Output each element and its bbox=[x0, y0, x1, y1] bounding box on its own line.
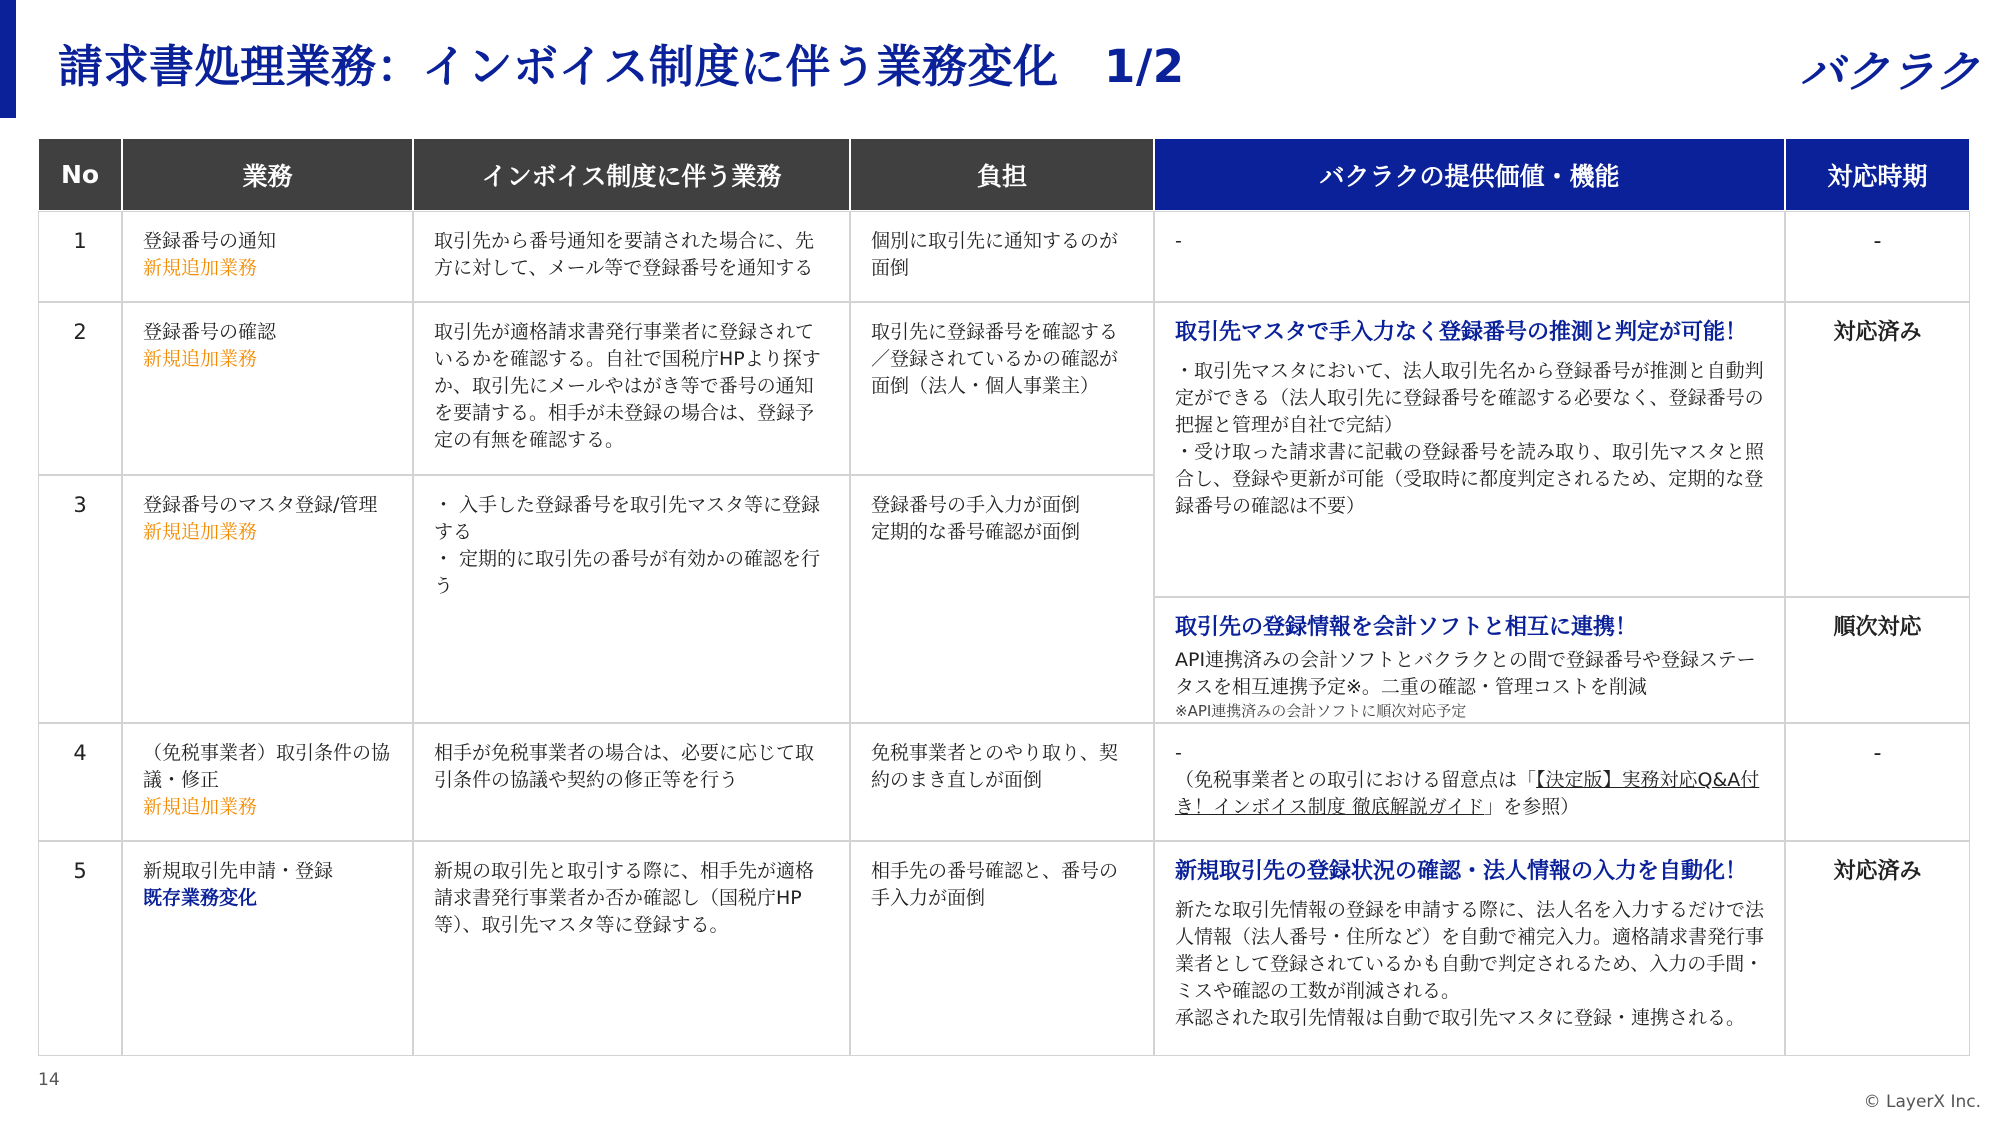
row3-invoice-line-1: ・ 入手した登録番号を取引先マスタ等に登録する bbox=[434, 494, 821, 543]
row1-tag: 新規追加業務 bbox=[143, 257, 258, 279]
row5-value-line-1: 新たな取引先情報の登録を申請する際に、法人名を入力するだけで法人情報（法人番号・住所など）を自動で補完入力。適格請求書発行事業者として登録されているかも自動で判定されるため、入力の手間・ミスや確認の工数が削減される。 bbox=[1175, 899, 1765, 1002]
value-accounting-sync bbox=[1154, 597, 1785, 723]
row3-burden bbox=[850, 475, 1154, 723]
header-no: No bbox=[38, 138, 122, 211]
row5-value-headline: 新規取引先の登録状況の確認・法人情報の入力を自動化！ bbox=[1175, 859, 1748, 884]
row5-burden: 相手先の番号確認と、番号の手入力が面倒 bbox=[850, 841, 1154, 1056]
timing-master-inference: 対応済み bbox=[1785, 302, 1970, 597]
row4-timing: - bbox=[1785, 723, 1970, 841]
title-accent-bar bbox=[0, 0, 16, 118]
row4-task bbox=[122, 723, 413, 841]
header-timing: 対応時期 bbox=[1785, 138, 1970, 211]
row3-invoice-line-2: ・ 定期的に取引先の番号が有効かの確認を行う bbox=[434, 548, 821, 597]
header-burden: 負担 bbox=[850, 138, 1154, 211]
row3-invoice-task bbox=[413, 475, 850, 723]
row2-tag: 新規追加業務 bbox=[143, 348, 258, 370]
value-master-headline: 取引先マスタで手入力なく登録番号の推測と判定が可能！ bbox=[1175, 320, 1748, 345]
row3-no: 3 bbox=[38, 475, 122, 723]
row5-value-line-2: 承認された取引先情報は自動で取引先マスタに登録・連携される。 bbox=[1175, 1007, 1746, 1029]
row4-tag: 新規追加業務 bbox=[143, 796, 258, 818]
bakuraku-logo: バクラク bbox=[1800, 47, 1980, 98]
value-sync-headline: 取引先の登録情報を会計ソフトと相互に連携！ bbox=[1175, 615, 1638, 640]
row5-invoice-task: 新規の取引先と取引する際に、相手先が適格請求書発行事業者か否か確認し（国税庁HP等）、取引先マスタ等に登録する。 bbox=[413, 841, 850, 1056]
copyright: © LayerX Inc. bbox=[1863, 1092, 1981, 1112]
row4-value bbox=[1154, 723, 1785, 841]
row4-value-prefix: （免税事業者との取引における留意点は「 bbox=[1175, 769, 1537, 791]
row5-task-name: 新規取引先申請・登録 bbox=[143, 860, 334, 882]
header-value: バクラクの提供価値・機能 bbox=[1154, 138, 1785, 211]
row5-tag: 既存業務変化 bbox=[143, 887, 258, 909]
row3-burden-line-1: 登録番号の手入力が面倒 bbox=[871, 494, 1081, 516]
row1-task bbox=[122, 211, 413, 302]
header-invoice-task: インボイス制度に伴う業務 bbox=[413, 138, 850, 211]
row2-task-name: 登録番号の確認 bbox=[143, 321, 277, 343]
header-task: 業務 bbox=[122, 138, 413, 211]
value-master-inference bbox=[1154, 302, 1785, 597]
invoice-task-table bbox=[38, 138, 1978, 1056]
row2-invoice-task: 取引先が適格請求書発行事業者に登録されているかを確認する。自社で国税庁HPより探すか、取引先にメールやはがき等で番号の通知を要請する。相手が未登録の場合は、登録予定の有無を確認する。 bbox=[413, 302, 850, 475]
row3-task-name: 登録番号のマスタ登録/管理 bbox=[143, 494, 378, 516]
row1-task-name: 登録番号の通知 bbox=[143, 230, 277, 252]
row1-no: 1 bbox=[38, 211, 122, 302]
row2-burden: 取引先に登録番号を確認する／登録されているかの確認が面倒（法人・個人事業主） bbox=[850, 302, 1154, 475]
value-sync-note: ※API連携済みの会計ソフトに順次対応予定 bbox=[1175, 702, 1467, 720]
row2-task bbox=[122, 302, 413, 475]
row3-burden-line-2: 定期的な番号確認が面倒 bbox=[871, 521, 1081, 543]
row5-no: 5 bbox=[38, 841, 122, 1056]
value-master-line-2: ・受け取った請求書に記載の登録番号を読み取り、取引先マスタと照合し、登録や更新が可能（受取時に都度判定されるため、定期的な登録番号の確認は不要） bbox=[1175, 441, 1765, 517]
row3-task bbox=[122, 475, 413, 723]
row3-tag: 新規追加業務 bbox=[143, 521, 258, 543]
page-number: 14 bbox=[38, 1070, 60, 1090]
row4-value-suffix: 」を参照） bbox=[1484, 796, 1580, 818]
row4-burden: 免税事業者とのやり取り、契約のまき直しが面倒 bbox=[850, 723, 1154, 841]
row1-value: - bbox=[1154, 211, 1785, 302]
row5-task bbox=[122, 841, 413, 1056]
row5-value bbox=[1154, 841, 1785, 1056]
value-master-line-1: ・取引先マスタにおいて、法人取引先名から登録番号が推測と自動判定ができる（法人取引先に登録番号を確認する必要なく、登録番号の把握と管理が自社で完結） bbox=[1175, 360, 1764, 436]
row5-timing: 対応済み bbox=[1785, 841, 1970, 1056]
page-title: 請求書処理業務：インボイス制度に伴う業務変化 1/2 bbox=[58, 40, 1185, 93]
row4-no: 4 bbox=[38, 723, 122, 841]
row4-task-name: （免税事業者）取引条件の協議・修正 bbox=[143, 742, 391, 791]
row1-invoice-task: 取引先から番号通知を要請された場合に、先方に対して、メール等で登録番号を通知する bbox=[413, 211, 850, 302]
guide-link[interactable]: 【決定版】実務対応Q&A付き！インボイス制度 徹底解説ガイド bbox=[1175, 769, 1760, 818]
value-sync-body: API連携済みの会計ソフトとバクラクとの間で登録番号や登録ステータスを相互連携予定※。二重の確認・管理コストを削減 bbox=[1175, 649, 1756, 698]
row4-value-dash: - bbox=[1175, 742, 1182, 764]
row2-no: 2 bbox=[38, 302, 122, 475]
row1-burden: 個別に取引先に通知するのが面倒 bbox=[850, 211, 1154, 302]
timing-accounting-sync: 順次対応 bbox=[1785, 597, 1970, 723]
row4-invoice-task: 相手が免税事業者の場合は、必要に応じて取引条件の協議や契約の修正等を行う bbox=[413, 723, 850, 841]
row1-timing: - bbox=[1785, 211, 1970, 302]
